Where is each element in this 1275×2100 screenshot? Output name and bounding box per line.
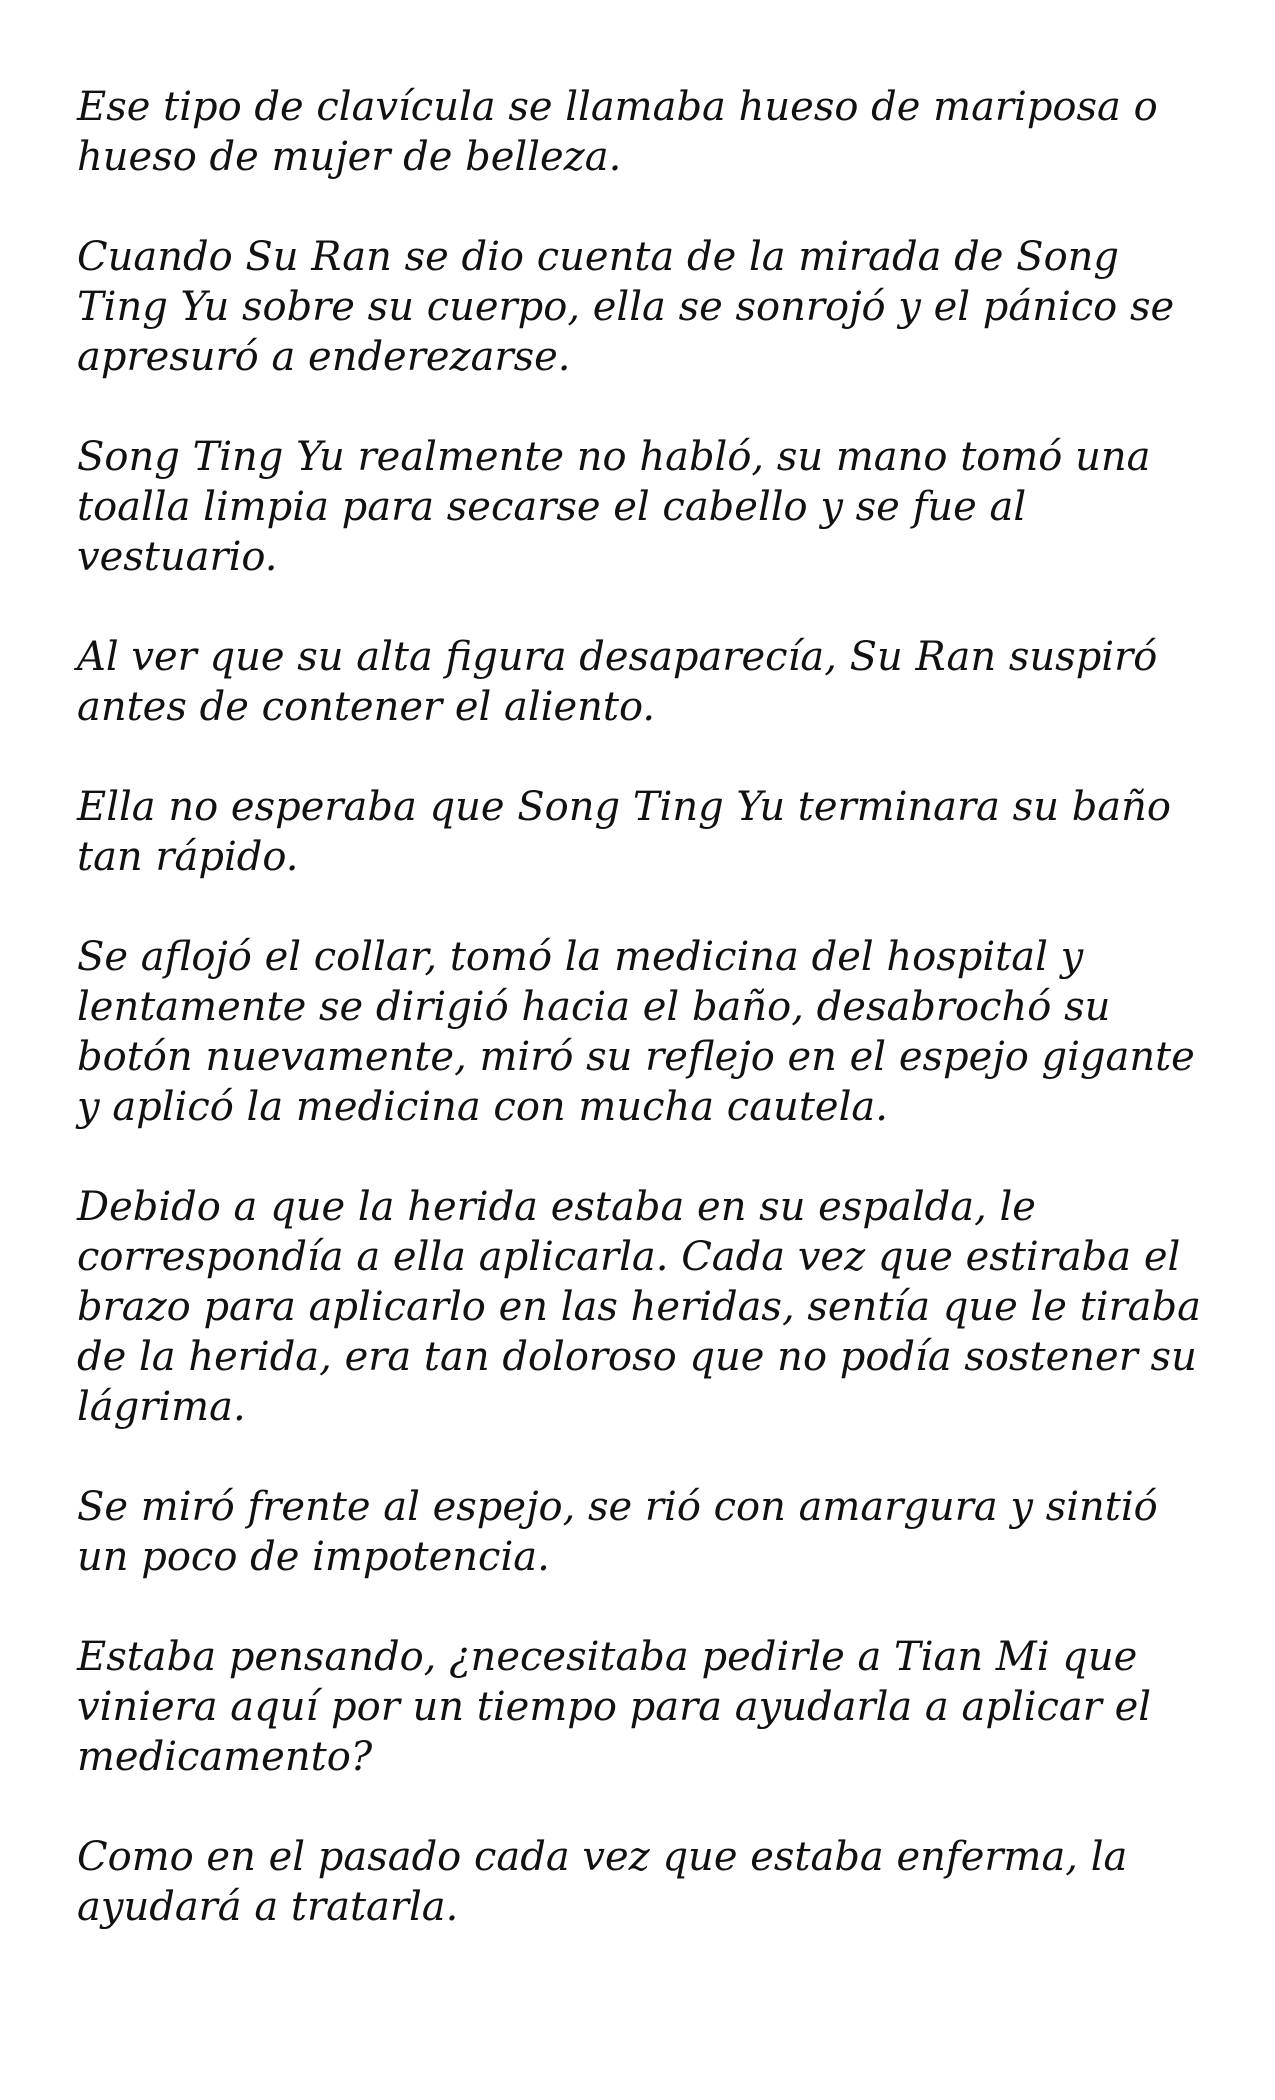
paragraph-3: Song Ting Yu realmente no habló, su mano tomó una toalla limpia para secarse el cabello y se fue al vestuario. [77,434,1151,580]
paragraph-9: Estaba pensando, ¿necesitaba pedirle a Tian Mi que viniera aquí por un tiempo para ayudarla a aplicar el medicamento? [77,1634,1152,1780]
paragraph-7: Debido a que la herida estaba en su espalda, le correspondía a ella aplicarla. Cada vez que estiraba el brazo para aplicarlo en las heridas, sentía que le tiraba de la herida, era tan doloroso que no podía sostener su lágrima. [77,1184,1201,1430]
paragraph-2: Cuando Su Ran se dio cuenta de la mirada de Song Ting Yu sobre su cuerpo, ella se sonrojó y el pánico se apresuró a enderezarse. [77,234,1175,380]
paragraph-4: Al ver que su alta figura desaparecía, Su Ran suspiró antes de contener el aliento. [77,634,1158,730]
paragraph-6: Se aflojó el collar, tomó la medicina del hospital y lentamente se dirigió hacia el baño, desabrochó su botón nuevamente, miró su reflejo en el espejo gigante y aplicó la medicina con mucha cautela. [77,934,1195,1130]
paragraph-10: Como en el pasado cada vez que estaba enferma, la ayudará a tratarla. [77,1834,1128,1930]
paragraph-5: Ella no esperaba que Song Ting Yu terminara su baño tan rápido. [77,784,1171,880]
paragraph-1: Ese tipo de clavícula se llamaba hueso de mariposa o hueso de mujer de belleza. [77,84,1158,180]
paragraph-8: Se miró frente al espejo, se rió con amargura y sintió un poco de impotencia. [77,1484,1158,1580]
